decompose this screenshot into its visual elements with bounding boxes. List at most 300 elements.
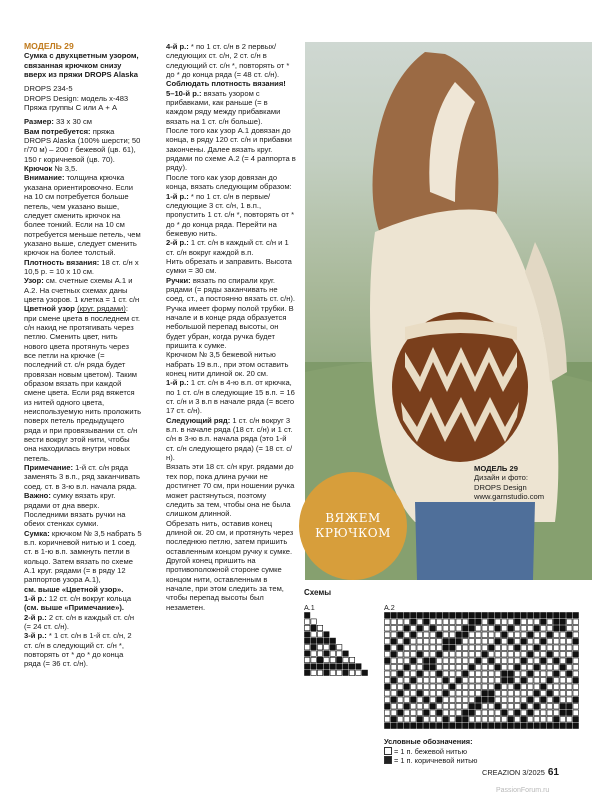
chart-cell bbox=[567, 626, 573, 632]
chart-cell bbox=[443, 665, 449, 671]
chart-cell bbox=[482, 671, 488, 677]
chart-cell bbox=[508, 684, 514, 690]
chart-cell bbox=[430, 665, 436, 671]
chart-cell bbox=[469, 723, 475, 729]
chart-cell bbox=[534, 723, 540, 729]
chart-cell bbox=[502, 671, 508, 677]
chart-cell bbox=[534, 710, 540, 716]
chart-cell bbox=[456, 704, 462, 710]
chart-cell bbox=[521, 652, 527, 658]
chart-cell bbox=[554, 671, 560, 677]
chart-cell bbox=[411, 639, 417, 645]
chart-cell bbox=[463, 626, 469, 632]
paragraph-heading: 2-й р.: bbox=[166, 238, 189, 248]
chart-cell bbox=[424, 671, 430, 677]
chart-cell bbox=[404, 671, 410, 677]
chart-cell bbox=[411, 619, 417, 625]
chart-cell bbox=[450, 678, 456, 684]
chart-cell bbox=[573, 671, 579, 677]
chart-cell bbox=[573, 717, 579, 723]
chart-cell bbox=[411, 632, 417, 638]
chart-cell bbox=[417, 691, 423, 697]
chart-cell bbox=[463, 704, 469, 710]
chart-cell bbox=[404, 658, 410, 664]
chart-cell bbox=[547, 665, 553, 671]
chart-cell bbox=[311, 632, 316, 637]
chart-cell bbox=[417, 619, 423, 625]
chart-cell bbox=[521, 613, 527, 619]
paragraph bbox=[24, 94, 142, 103]
chart-cell bbox=[502, 710, 508, 716]
chart-cell bbox=[554, 710, 560, 716]
chart-cell bbox=[411, 697, 417, 703]
chart-cell bbox=[398, 652, 404, 658]
chart-cell bbox=[430, 632, 436, 638]
scheme-a2-chart bbox=[384, 612, 584, 730]
chart-cell bbox=[463, 613, 469, 619]
chart-cell bbox=[450, 613, 456, 619]
chart-cell bbox=[324, 651, 329, 656]
chart-cell bbox=[482, 639, 488, 645]
chart-cell bbox=[417, 717, 423, 723]
chart-cell bbox=[437, 684, 443, 690]
chart-cell bbox=[547, 723, 553, 729]
chart-cell bbox=[508, 671, 514, 677]
chart-cell bbox=[398, 658, 404, 664]
paragraph bbox=[166, 462, 296, 518]
chart-cell bbox=[437, 639, 443, 645]
chart-cell bbox=[443, 645, 449, 651]
chart-cell bbox=[482, 704, 488, 710]
chart-cell bbox=[541, 710, 547, 716]
chart-cell bbox=[424, 665, 430, 671]
chart-cell bbox=[330, 645, 335, 650]
chart-cell bbox=[489, 613, 495, 619]
chart-cell bbox=[567, 678, 573, 684]
chart-cell bbox=[554, 717, 560, 723]
chart-cell bbox=[450, 710, 456, 716]
chart-cell bbox=[489, 697, 495, 703]
chart-cell bbox=[534, 632, 540, 638]
chart-cell bbox=[554, 645, 560, 651]
chart-cell bbox=[391, 626, 397, 632]
chart-cell bbox=[317, 645, 322, 650]
chart-cell bbox=[515, 671, 521, 677]
chart-cell bbox=[324, 645, 329, 650]
chart-cell bbox=[502, 626, 508, 632]
chart-cell bbox=[456, 710, 462, 716]
chart-cell bbox=[560, 723, 566, 729]
paragraph-text: Ручка имеет форму полой трубки. В начале и в конце ряда образуется небольшой перепад высоты, он будет убран, когда ручка будет пришита к сумке. bbox=[166, 303, 294, 350]
chart-cell bbox=[463, 717, 469, 723]
chart-cell bbox=[430, 704, 436, 710]
chart-cell bbox=[489, 691, 495, 697]
chart-cell bbox=[521, 710, 527, 716]
chart-cell bbox=[560, 691, 566, 697]
chart-cell bbox=[430, 697, 436, 703]
chart-cell bbox=[495, 678, 501, 684]
chart-cell bbox=[495, 619, 501, 625]
chart-cell bbox=[560, 665, 566, 671]
chart-cell bbox=[463, 691, 469, 697]
chart-cell bbox=[508, 639, 514, 645]
chart-cell bbox=[528, 691, 534, 697]
chart-cell bbox=[469, 626, 475, 632]
chart-cell bbox=[349, 657, 354, 662]
paragraph-text: Обрезать нить, оставив конец длиной ок. 20 см, и протянуть через последнюю петлю, затем пришить оставленным концом ручку к сумке. bbox=[166, 518, 294, 556]
chart-cell bbox=[417, 684, 423, 690]
chart-cell bbox=[411, 613, 417, 619]
chart-cell bbox=[573, 658, 579, 664]
chart-cell bbox=[317, 670, 322, 675]
chart-cell bbox=[515, 697, 521, 703]
chart-cell bbox=[324, 664, 329, 669]
paragraph bbox=[166, 192, 296, 239]
chart-cell bbox=[430, 691, 436, 697]
paragraph bbox=[24, 164, 142, 173]
chart-cell bbox=[317, 657, 322, 662]
chart-cell bbox=[528, 665, 534, 671]
chart-cell bbox=[330, 651, 335, 656]
paragraph-text: DROPS 234-5 bbox=[24, 84, 73, 94]
chart-cell bbox=[450, 632, 456, 638]
chart-cell bbox=[567, 652, 573, 658]
chart-cell bbox=[443, 639, 449, 645]
paragraph-heading: Вам потребуется: bbox=[24, 126, 91, 136]
caption-model: МОДЕЛЬ 29 bbox=[474, 464, 518, 473]
chart-cell bbox=[349, 670, 354, 675]
chart-cell bbox=[476, 671, 482, 677]
chart-cell bbox=[476, 704, 482, 710]
chart-cell bbox=[343, 670, 348, 675]
chart-cell bbox=[424, 632, 430, 638]
chart-cell bbox=[424, 717, 430, 723]
chart-cell bbox=[417, 639, 423, 645]
chart-cell bbox=[547, 710, 553, 716]
chart-cell bbox=[456, 645, 462, 651]
chart-cell bbox=[534, 645, 540, 651]
chart-cell bbox=[311, 657, 316, 662]
chart-cell bbox=[528, 684, 534, 690]
badge-line-2: КРЮЧКОМ bbox=[315, 526, 391, 540]
chart-cell bbox=[489, 717, 495, 723]
chart-cell bbox=[456, 639, 462, 645]
chart-cell bbox=[560, 613, 566, 619]
brown-square-icon bbox=[384, 756, 392, 764]
chart-cell bbox=[404, 710, 410, 716]
chart-cell bbox=[502, 678, 508, 684]
chart-cell bbox=[495, 626, 501, 632]
chart-cell bbox=[547, 684, 553, 690]
chart-cell bbox=[528, 619, 534, 625]
chart-cell bbox=[573, 684, 579, 690]
chart-cell bbox=[489, 619, 495, 625]
chart-cell bbox=[411, 691, 417, 697]
chart-cell bbox=[324, 657, 329, 662]
chart-cell bbox=[430, 684, 436, 690]
chart-cell bbox=[443, 697, 449, 703]
chart-cell bbox=[404, 684, 410, 690]
chart-cell bbox=[463, 658, 469, 664]
chart-cell bbox=[534, 626, 540, 632]
chart-cell bbox=[554, 619, 560, 625]
chart-cell bbox=[305, 657, 310, 662]
chart-cell bbox=[476, 691, 482, 697]
paragraph-heading: 5–10-й р.: bbox=[166, 88, 202, 98]
chart-cell bbox=[521, 626, 527, 632]
chart-cell bbox=[398, 710, 404, 716]
chart-cell bbox=[521, 691, 527, 697]
chart-cell bbox=[437, 645, 443, 651]
chart-cell bbox=[554, 697, 560, 703]
paragraph bbox=[166, 276, 296, 304]
chart-cell bbox=[502, 723, 508, 729]
chart-cell bbox=[567, 613, 573, 619]
chart-cell bbox=[424, 678, 430, 684]
chart-cell bbox=[489, 652, 495, 658]
chart-cell bbox=[450, 704, 456, 710]
paragraph-heading: 4-й р.: bbox=[166, 42, 189, 51]
paragraph-heading: Цветной узор bbox=[24, 304, 75, 314]
chart-cell bbox=[482, 626, 488, 632]
chart-cell bbox=[337, 664, 342, 669]
chart-cell bbox=[502, 704, 508, 710]
chart-cell bbox=[463, 619, 469, 625]
chart-cell bbox=[508, 626, 514, 632]
chart-cell bbox=[534, 658, 540, 664]
instructions-column-1 bbox=[24, 42, 142, 669]
chart-cell bbox=[482, 697, 488, 703]
chart-cell bbox=[547, 613, 553, 619]
chart-cell bbox=[541, 691, 547, 697]
paragraph-heading: Узор: bbox=[24, 276, 44, 286]
chart-cell bbox=[430, 723, 436, 729]
chart-cell bbox=[411, 665, 417, 671]
chart-cell bbox=[385, 619, 391, 625]
paragraph bbox=[166, 556, 296, 612]
chart-cell bbox=[450, 639, 456, 645]
schemes-title: Схемы bbox=[304, 588, 332, 597]
chart-cell bbox=[317, 638, 322, 643]
chart-cell bbox=[476, 723, 482, 729]
chart-cell bbox=[469, 710, 475, 716]
chart-cell bbox=[515, 717, 521, 723]
chart-cell bbox=[521, 723, 527, 729]
chart-cell bbox=[476, 632, 482, 638]
chart-cell bbox=[430, 626, 436, 632]
paragraph bbox=[24, 304, 142, 463]
chart-cell bbox=[528, 717, 534, 723]
chart-cell bbox=[417, 626, 423, 632]
chart-cell bbox=[508, 613, 514, 619]
chart-cell bbox=[528, 723, 534, 729]
chart-cell bbox=[424, 613, 430, 619]
chart-cell bbox=[469, 665, 475, 671]
paragraph bbox=[24, 51, 142, 79]
footer-issue: CREAZION 3/2025 bbox=[482, 768, 545, 777]
legend bbox=[384, 737, 477, 766]
chart-cell bbox=[417, 652, 423, 658]
chart-cell bbox=[482, 678, 488, 684]
paragraph-text: DROPS Design: модель x-483 bbox=[24, 93, 129, 103]
chart-cell bbox=[495, 613, 501, 619]
chart-cell bbox=[343, 651, 348, 656]
chart-cell bbox=[385, 652, 391, 658]
scheme-a2-label: A.2 bbox=[384, 603, 395, 612]
chart-cell bbox=[489, 658, 495, 664]
chart-cell bbox=[521, 639, 527, 645]
chart-cell bbox=[547, 658, 553, 664]
chart-cell bbox=[404, 697, 410, 703]
chart-cell bbox=[534, 704, 540, 710]
chart-cell bbox=[515, 632, 521, 638]
chart-cell bbox=[547, 671, 553, 677]
chart-cell bbox=[424, 619, 430, 625]
chart-cell bbox=[311, 651, 316, 656]
chart-cell bbox=[398, 704, 404, 710]
chart-cell bbox=[560, 626, 566, 632]
paragraph bbox=[166, 257, 296, 276]
chart-cell bbox=[541, 645, 547, 651]
chart-cell bbox=[573, 645, 579, 651]
chart-cell bbox=[391, 704, 397, 710]
chart-cell bbox=[469, 652, 475, 658]
paragraph-heading: Плотность вязания: bbox=[24, 257, 100, 267]
paragraph bbox=[166, 79, 296, 88]
chart-cell bbox=[391, 710, 397, 716]
chart-cell bbox=[311, 670, 316, 675]
chart-cell bbox=[508, 691, 514, 697]
chart-cell bbox=[541, 717, 547, 723]
chart-cell bbox=[528, 645, 534, 651]
chart-cell bbox=[495, 632, 501, 638]
chart-cell bbox=[317, 632, 322, 637]
chart-cell bbox=[528, 639, 534, 645]
paragraph bbox=[24, 613, 142, 632]
chart-cell bbox=[437, 704, 443, 710]
paragraph-heading: Сумка: bbox=[24, 528, 50, 538]
chart-cell bbox=[502, 619, 508, 625]
paragraph-text: Нить обрезать и заправить. Высота сумки = 30 см. bbox=[166, 256, 292, 276]
chart-cell bbox=[424, 639, 430, 645]
paragraph-text: * 1 ст. с/н в 1-й ст. с/н, 2 ст. с/н в следующий ст. с/н *, повторять от * до * до конца ряда (= 36 ст. с/н). bbox=[24, 631, 132, 669]
chart-cell bbox=[489, 684, 495, 690]
chart-cell bbox=[573, 665, 579, 671]
paragraph bbox=[166, 378, 296, 415]
chart-cell bbox=[443, 704, 449, 710]
chart-cell bbox=[469, 619, 475, 625]
chart-cell bbox=[391, 691, 397, 697]
paragraph bbox=[24, 603, 142, 612]
chart-cell bbox=[541, 665, 547, 671]
chart-cell bbox=[495, 658, 501, 664]
chart-cell bbox=[385, 665, 391, 671]
chart-cell bbox=[385, 697, 391, 703]
chart-cell bbox=[404, 652, 410, 658]
chart-cell bbox=[456, 678, 462, 684]
paragraph-heading: Внимание: bbox=[24, 173, 65, 183]
chart-cell bbox=[417, 645, 423, 651]
paragraph bbox=[24, 529, 142, 585]
chart-cell bbox=[521, 658, 527, 664]
chart-cell bbox=[443, 684, 449, 690]
chart-cell bbox=[541, 704, 547, 710]
chart-cell bbox=[567, 704, 573, 710]
chart-cell bbox=[411, 645, 417, 651]
chart-cell bbox=[450, 652, 456, 658]
chart-cell bbox=[404, 665, 410, 671]
chart-cell bbox=[515, 678, 521, 684]
chart-cell bbox=[515, 626, 521, 632]
chart-cell bbox=[385, 717, 391, 723]
chart-cell bbox=[398, 697, 404, 703]
chart-cell bbox=[305, 619, 310, 624]
chart-cell bbox=[469, 671, 475, 677]
chart-cell bbox=[469, 717, 475, 723]
chart-cell bbox=[450, 684, 456, 690]
chart-cell bbox=[482, 632, 488, 638]
paragraph-heading: Следующий ряд: bbox=[166, 415, 231, 425]
caption-line-1: Дизайн и фото: bbox=[474, 473, 529, 483]
chart-cell bbox=[456, 613, 462, 619]
chart-cell bbox=[515, 645, 521, 651]
paragraph-heading: Размер: bbox=[24, 117, 54, 127]
paragraph bbox=[166, 238, 296, 257]
chart-cell bbox=[443, 678, 449, 684]
beige-square-icon bbox=[384, 747, 392, 755]
chart-cell bbox=[305, 670, 310, 675]
chart-cell bbox=[417, 697, 423, 703]
paragraph-text: вязать узором с прибавками, как раньше (= в каждом ряду между прибавками вязать на 1 ст. с/н больше). bbox=[166, 88, 281, 126]
chart-cell bbox=[528, 678, 534, 684]
chart-cell bbox=[541, 678, 547, 684]
chart-cell bbox=[534, 697, 540, 703]
chart-cell bbox=[508, 710, 514, 716]
chart-cell bbox=[417, 678, 423, 684]
chart-cell bbox=[330, 664, 335, 669]
chart-cell bbox=[554, 723, 560, 729]
chart-cell bbox=[541, 613, 547, 619]
chart-cell bbox=[489, 632, 495, 638]
chart-cell bbox=[417, 658, 423, 664]
badge-crochet bbox=[299, 472, 407, 580]
chart-cell bbox=[547, 632, 553, 638]
photo-caption bbox=[474, 464, 586, 502]
chart-cell bbox=[437, 691, 443, 697]
chart-cell bbox=[456, 619, 462, 625]
paragraph bbox=[24, 631, 142, 668]
chart-cell bbox=[495, 717, 501, 723]
chart-cell bbox=[502, 645, 508, 651]
paragraph bbox=[166, 416, 296, 463]
chart-cell bbox=[573, 619, 579, 625]
chart-cell bbox=[430, 652, 436, 658]
paragraph-text: * по 1 ст. с/н в первые/следующие 3 ст. с/н, 1 в.п., пропустить 1 ст. с/н *, повторять от * до * до конца ряда. Перейти на бежевую нить. bbox=[166, 191, 295, 238]
chart-cell bbox=[547, 717, 553, 723]
chart-cell bbox=[534, 684, 540, 690]
chart-cell bbox=[541, 632, 547, 638]
chart-cell bbox=[317, 664, 322, 669]
caption-line-2: DROPS Design bbox=[474, 482, 527, 492]
chart-cell bbox=[311, 619, 316, 624]
chart-cell bbox=[305, 632, 310, 637]
paragraph-text: пряжа DROPS Alaska (100% шерсти; 50 г/70 м) – 200 г бежевой (цв. 61), 150 г коричневой (цв. 70). bbox=[24, 126, 141, 164]
chart-cell bbox=[508, 619, 514, 625]
chart-cell bbox=[482, 613, 488, 619]
chart-cell bbox=[411, 717, 417, 723]
chart-cell bbox=[547, 645, 553, 651]
paragraph-text: Крючком № 3,5 бежевой нитью набрать 19 в.п., при этом оставить конец нити длиной ок. 20 см. bbox=[166, 350, 289, 379]
